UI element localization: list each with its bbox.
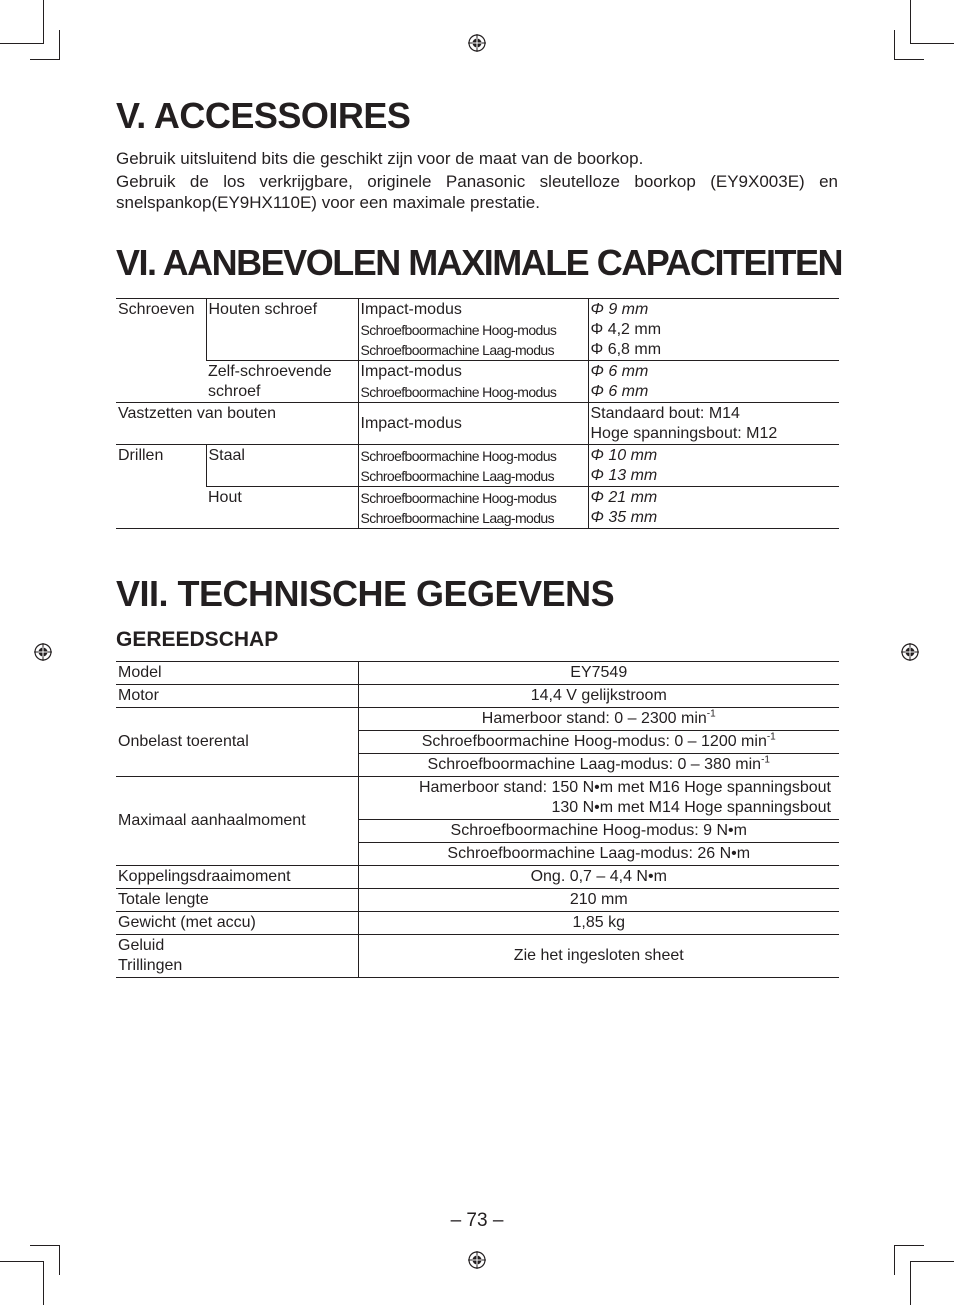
crop-mark (894, 1245, 895, 1275)
spec-value (358, 777, 839, 820)
page-number: – 73 – (450, 1210, 504, 1231)
mode-label: Schroefboormachine Laag-modus (360, 468, 555, 484)
registration-mark-icon (901, 643, 919, 661)
table-row (116, 487, 839, 529)
spec-value-text: Schroefboormachine Laag-modus: 0 – 380 min (427, 756, 762, 773)
table-row (116, 361, 839, 403)
spec-value (358, 754, 839, 777)
spec-label (116, 935, 358, 978)
mode-label: Schroefboormachine Hoog-modus (360, 490, 557, 506)
mode-label: Schroefboormachine Hoog-modus (360, 322, 557, 338)
spec-label-text: Trillingen (118, 957, 183, 974)
mode-cell (358, 361, 588, 403)
mode-label: Schroefboormachine Laag-modus (360, 510, 555, 526)
category-cell: Vastzetten van bouten (116, 403, 358, 445)
table-row (116, 889, 839, 912)
spec-value-text: Hamerboor stand: 150 N•m met M16 Hoge spanningsbout (418, 779, 831, 796)
capacity-value: Φ 21 mm (590, 489, 658, 506)
capacity-value: Standaard bout: M14 (590, 405, 740, 422)
heading-accessories: V. ACCESSOIRES (116, 95, 411, 136)
table-row (116, 662, 839, 685)
category-cell: Drillen (116, 445, 206, 529)
capacity-value: Φ 6 mm (590, 383, 649, 400)
spec-value: Schroefboormachine Laag-modus: 26 N•m (358, 843, 839, 866)
capacity-value: Φ 13 mm (590, 467, 658, 484)
unit-exponent: -1 (766, 731, 776, 743)
spec-value: 14,4 V gelijkstroom (358, 685, 839, 708)
crop-mark (30, 1245, 60, 1246)
crop-mark (0, 1261, 44, 1262)
capacity-value: Φ 9 mm (590, 301, 649, 318)
table-row (116, 685, 839, 708)
crop-mark (59, 30, 60, 60)
table-row (116, 935, 839, 978)
subcategory-cell: Staal (206, 445, 358, 487)
spec-label: Maximaal aanhaalmoment (116, 777, 358, 866)
crop-mark (43, 0, 44, 44)
spec-value: 1,85 kg (358, 912, 839, 935)
crop-mark (0, 43, 44, 44)
crop-mark (910, 0, 911, 44)
subheading-tool: GEREEDSCHAP (116, 628, 279, 651)
mode-label: Schroefboormachine Hoog-modus (360, 384, 557, 400)
subcategory-cell: Hout (206, 487, 358, 529)
mode-cell (358, 299, 588, 361)
subcategory-cell: Zelf-schroevende schroef (206, 361, 358, 403)
mode-cell (358, 445, 588, 487)
spec-label: Motor (116, 685, 358, 708)
value-cell (588, 445, 839, 487)
table-row (116, 912, 839, 935)
capacity-value: Φ 6 mm (590, 363, 649, 380)
table-row (116, 403, 839, 445)
registration-mark-icon (468, 1251, 486, 1269)
unit-exponent: -1 (761, 754, 770, 766)
value-cell (588, 299, 839, 361)
mode-label: Impact-modus (360, 415, 462, 432)
crop-mark (43, 1261, 44, 1305)
spec-value: EY7549 (358, 662, 839, 685)
table-row (116, 708, 839, 731)
subcategory-cell: Houten schroef (206, 299, 358, 361)
mode-label: Schroefboormachine Hoog-modus (360, 448, 557, 464)
crop-mark (894, 59, 924, 60)
crop-mark (894, 1245, 924, 1246)
heading-capacities: VI. AANBEVOLEN MAXIMALE CAPACITEITEN (116, 242, 843, 283)
spec-label-text: Geluid (118, 937, 165, 954)
capacity-value: Φ 35 mm (590, 509, 658, 526)
registration-mark-icon (468, 34, 486, 52)
capacity-value: Hoge spanningsbout: M12 (590, 425, 778, 442)
spec-value: Zie het ingesloten sheet (358, 935, 839, 978)
crop-mark (59, 1245, 60, 1275)
value-cell (588, 487, 839, 529)
spec-label: Gewicht (met accu) (116, 912, 358, 935)
capacity-value: Φ 4,2 mm (590, 321, 662, 338)
value-cell (588, 403, 839, 445)
spec-value (358, 731, 839, 754)
accessories-paragraph-2: Gebruik de los verkrijgbare, originele Panasonic sleutelloze boorkop (EY9X003E) en snelspankop(EY9HX110E) voor een maximale prestatie. (116, 172, 838, 212)
crop-mark (910, 43, 954, 44)
capacity-value: Φ 10 mm (590, 447, 658, 464)
mode-cell (358, 487, 588, 529)
spec-value-text: Hamerboor stand: 0 – 2300 min (481, 710, 707, 727)
heading-technical: VII. TECHNISCHE GEGEVENS (116, 573, 615, 614)
registration-mark-icon (34, 643, 52, 661)
mode-label: Schroefboormachine Laag-modus (360, 342, 555, 358)
mode-cell (358, 403, 588, 445)
capacity-value: Φ 6,8 mm (590, 341, 662, 358)
mode-label: Impact-modus (360, 301, 462, 318)
spec-label: Onbelast toerental (116, 708, 358, 777)
spec-value-text: 130 N•m met M14 Hoge spanningsbout (551, 799, 831, 816)
spec-value: Ong. 0,7 – 4,4 N•m (358, 866, 839, 889)
crop-mark (894, 30, 895, 60)
capacities-table (116, 298, 839, 529)
spec-label: Model (116, 662, 358, 685)
table-row (116, 866, 839, 889)
unit-exponent: -1 (706, 708, 716, 720)
accessories-paragraph-1: Gebruik uitsluitend bits die geschikt zijn voor de maat van de boorkop. (116, 149, 644, 168)
value-cell (588, 361, 839, 403)
crop-mark (910, 1261, 911, 1305)
category-cell: Schroeven (116, 299, 206, 403)
table-row (116, 445, 839, 487)
crop-mark (30, 59, 60, 60)
spec-label: Koppelingsdraaimoment (116, 866, 358, 889)
spec-table (116, 661, 839, 978)
table-row (116, 299, 839, 361)
mode-label: Impact-modus (360, 363, 462, 380)
crop-mark (910, 1261, 954, 1262)
spec-value: 210 mm (358, 889, 839, 912)
spec-value: Schroefboormachine Hoog-modus: 9 N•m (358, 820, 839, 843)
table-row (116, 777, 839, 820)
spec-value-text: Schroefboormachine Hoog-modus: 0 – 1200 min (421, 733, 767, 750)
spec-label: Totale lengte (116, 889, 358, 912)
spec-value (358, 708, 839, 731)
